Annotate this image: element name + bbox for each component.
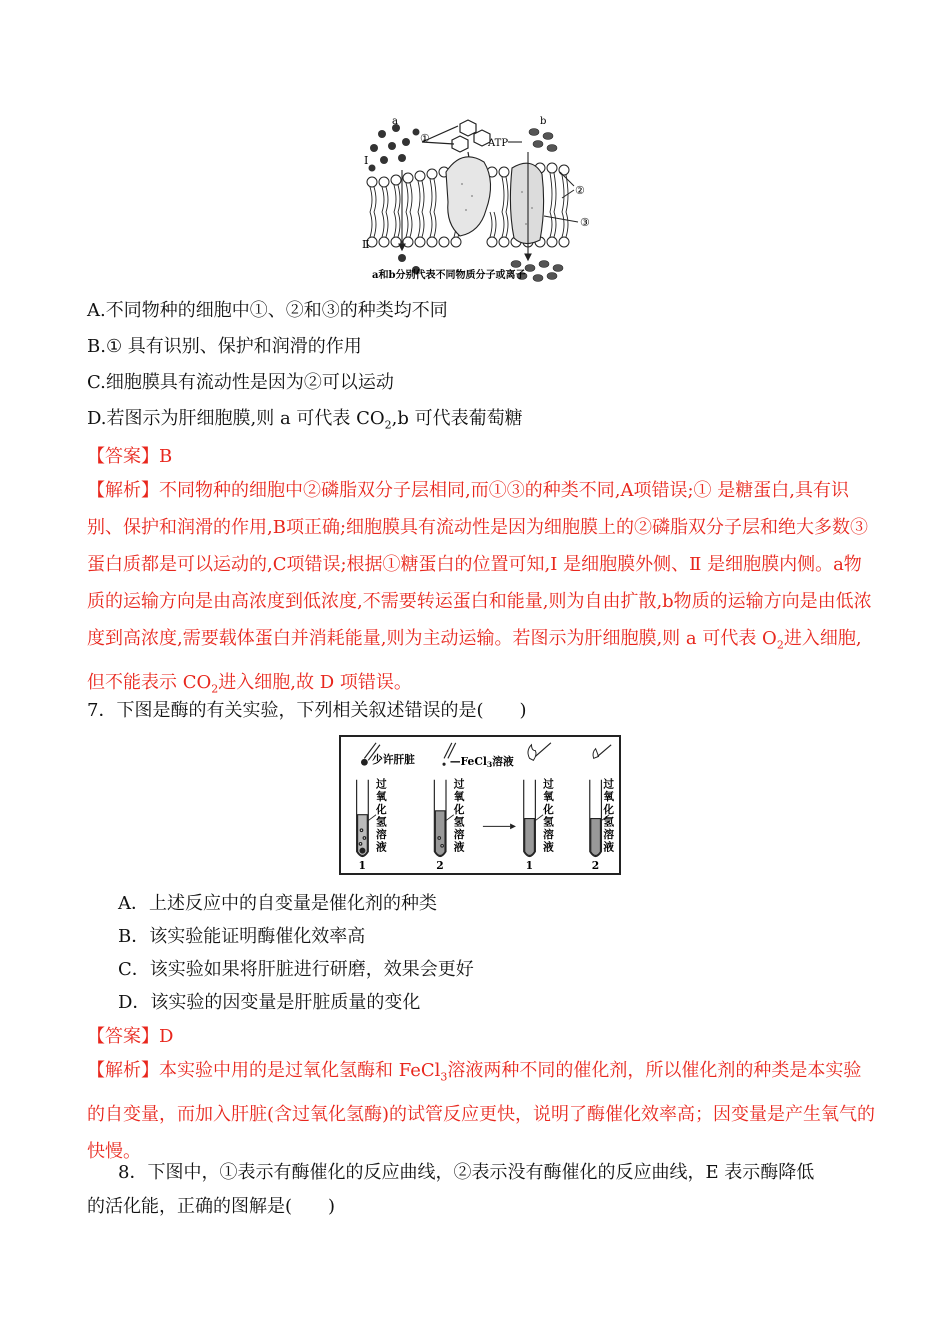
q6-option-d: D.若图示为肝细胞膜,则 a 可代表 $CO_2,b$ 可代表葡萄糖	[87, 408, 523, 432]
fecl3-label: —FeCl3溶液	[449, 755, 514, 770]
tube-2-left	[434, 780, 446, 857]
label-II: Ⅱ	[362, 238, 370, 251]
q8-stem-line2: 的活化能，正确的图解是( )	[87, 1196, 336, 1217]
q7-stem: 7．下图是酶的有关实验，下列相关叙述错误的是( )	[87, 700, 527, 721]
svg-text:溶: 溶	[603, 828, 615, 842]
glycoprotein	[422, 120, 490, 164]
svg-text:氧: 氧	[603, 790, 615, 804]
label-atp: ATP	[488, 138, 509, 149]
q7-explanation: 【解析】本实验中用的是过氧化氢酶和 FeCl$_3$溶液两种不同的催化剂，所以催化剂的种类是本实验的自变量，而加入肝脏(含过氧化氢酶)的试管反应更快，说明了酶催化效率高；因变量是产生氧气的快慢。	[87, 1060, 876, 1162]
label-b: b	[540, 116, 547, 127]
q7-answer: 【答案】D	[87, 1026, 174, 1047]
tube-number: 2	[436, 859, 444, 873]
tube-number: 1	[525, 859, 534, 873]
label-I: Ⅰ	[364, 154, 369, 167]
label-a: a	[392, 116, 398, 127]
svg-text:氧: 氧	[376, 790, 387, 804]
svg-text:化: 化	[543, 802, 554, 816]
q6-answer: 【答案】B	[87, 446, 173, 467]
svg-text:溶: 溶	[453, 828, 465, 842]
flame-large	[528, 745, 536, 761]
protein-channel	[510, 163, 543, 243]
svg-text:氢: 氢	[453, 815, 465, 829]
q6-option-b: B.① 具有识别、保护和润滑的作用	[87, 336, 362, 357]
liver-piece	[361, 759, 368, 766]
q7-option-c: C．该实验如果将肝脏进行研磨，效果会更好	[118, 959, 474, 980]
svg-text:液: 液	[453, 840, 465, 854]
molecules-a-top	[369, 124, 420, 172]
fecl3-drop	[443, 763, 446, 766]
svg-text:化: 化	[376, 802, 387, 816]
svg-text:氧: 氧	[453, 790, 465, 804]
flame-small	[593, 749, 599, 759]
cell-membrane-figure	[362, 112, 602, 288]
tube-1-left	[357, 780, 369, 857]
svg-text:过: 过	[543, 777, 554, 791]
q7-option-a: A．上述反应中的自变量是催化剂的种类	[118, 893, 437, 914]
svg-text:过: 过	[376, 777, 387, 791]
svg-text:溶: 溶	[376, 828, 387, 842]
protein-large	[446, 157, 491, 236]
svg-text:液: 液	[376, 840, 387, 854]
svg-text:氢: 氢	[543, 815, 554, 829]
label-1: ①	[420, 132, 430, 145]
tube-1-right	[524, 780, 536, 857]
tube-number: 1	[358, 859, 367, 873]
enzyme-experiment-figure	[339, 735, 621, 875]
tube-number: 2	[591, 859, 600, 873]
tube-2-right	[590, 780, 602, 857]
liver-label: 少许肝脏	[372, 753, 415, 767]
molecules-b-top	[529, 129, 557, 152]
svg-text:氧: 氧	[543, 790, 554, 804]
q6-option-c: C.细胞膜具有流动性是因为②可以运动	[87, 372, 394, 393]
svg-text:过: 过	[453, 777, 465, 791]
solution-labels	[375, 778, 614, 854]
q7-option-d: D．该实验的因变量是肝脏质量的变化	[118, 992, 421, 1013]
label-3: ③	[580, 216, 590, 229]
svg-text:化: 化	[603, 802, 615, 816]
q6-explanation: 【解析】不同物种的细胞中②磷脂双分子层相同,而①③的种类不同,A项错误;① 是糖蛋白,具有识别、保护和润滑的作用,B项正确;细胞膜具有流动性是因为细胞膜上的②磷脂双分子层和绝大多数③蛋白质都是可以运动的,C项错误;根据①糖蛋白的位置可知,Ⅰ 是细胞膜外侧、Ⅱ 是细胞膜内侧。a物质的运输方向是由高浓度到低浓度,不需要转运蛋白和能量,则为自由扩散,b物质的运输方向是由低浓度到高浓度,需要载体蛋白并消耗能量,则为主动运输。若图示为肝细胞膜,则 a 可代表 $O_2$进入细胞,但不能表示 $CO_2$进入细胞,故 D 项错误。	[87, 480, 872, 696]
svg-text:液: 液	[543, 840, 554, 854]
q8-stem-line1: 8．下图中，①表示有酶催化的反应曲线，②表示没有酶催化的反应曲线，E 表示酶降低	[118, 1162, 815, 1183]
figure-caption: a和b分别代表不同物质分子或离子	[372, 270, 526, 281]
q6-option-a: A.不同物种的细胞中①、②和③的种类均不同	[87, 300, 448, 321]
svg-text:液: 液	[603, 840, 615, 854]
svg-text:氢: 氢	[376, 815, 387, 829]
svg-text:溶: 溶	[543, 828, 554, 842]
q7-option-b: B．该实验能证明酶催化效率高	[118, 926, 366, 947]
svg-text:过: 过	[603, 777, 615, 791]
svg-text:氢: 氢	[603, 815, 615, 829]
label-2: ②	[575, 184, 585, 197]
svg-text:化: 化	[453, 802, 465, 816]
